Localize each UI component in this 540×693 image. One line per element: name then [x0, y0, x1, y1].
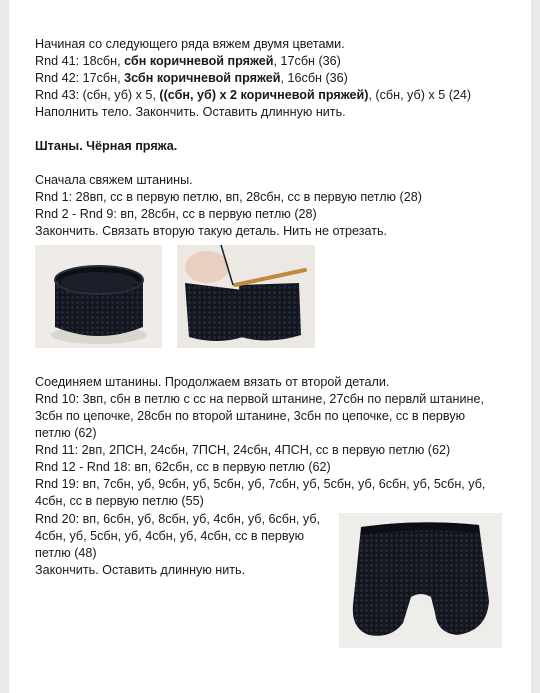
join-line: Rnd 20: вп, 6сбн, уб, 8сбн, уб, 4сбн, уб, 6сбн, уб, — [35, 512, 321, 526]
rnd-43-line: Rnd 43: (сбн, уб) х 5, ((сбн, уб) х 2 коричневой пряжей), (сбн, уб) х 5 (24) — [35, 88, 472, 102]
pants-line: Rnd 1: 28вп, сс в первую петлю, вп, 28сбн, сс в первую петлю (28) — [35, 190, 422, 204]
section-heading: Штаны. Чёрная пряжа. — [35, 139, 178, 153]
intro-line: Начиная со следующего ряда вяжем двумя цветами. — [35, 37, 345, 51]
join-line: Rnd 10: 3вп, сбн в петлю с сс на первой штанине, 27сбн по первлй штанине, — [35, 392, 484, 406]
join-line: 4сбн, сс в первую петлю (55) — [35, 494, 204, 508]
pants-line: Закончить. Связать вторую такую деталь. Нить не отрезать. — [35, 224, 388, 238]
document-page — [9, 0, 531, 693]
rnd-42-line: Rnd 42: 17сбн, 3сбн коричневой пряжей, 16сбн (36) — [35, 71, 348, 85]
join-line: Соединяем штанины. Продолжаем вязать от второй детали. — [35, 375, 390, 389]
join-line: петлю (48) — [35, 546, 97, 560]
join-line: 3сбн по цепочке, 28сбн по второй штанине, 3сбн по цепочке, сс в первую — [35, 409, 466, 423]
finished-pants-photo — [339, 513, 502, 648]
two-legs-with-hook-photo — [177, 245, 315, 348]
rnd-41-line: Rnd 41: 18сбн, сбн коричневой пряжей, 17сбн (36) — [35, 54, 341, 68]
pants-line: Rnd 2 - Rnd 9: вп, 28сбн, сс в первую петлю (28) — [35, 207, 317, 221]
join-line: Rnd 12 - Rnd 18: вп, 62сбн, сс в первую петлю (62) — [35, 460, 331, 474]
intro-finish-line: Наполнить тело. Закончить. Оставить длинную нить. — [35, 105, 346, 119]
crocheted-leg-tube-photo — [35, 245, 162, 348]
join-line: Закончить. Оставить длинную нить. — [35, 563, 246, 577]
join-line: Rnd 19: вп, 7сбн, уб, 9сбн, уб, 5сбн, уб, 7сбн, уб, 5сбн, уб, 6сбн, уб, 5сбн, уб, — [35, 477, 486, 491]
join-line: петлю (62) — [35, 426, 97, 440]
join-line: Rnd 11: 2вп, 2ПСН, 24сбн, 7ПСН, 24сбн, 4ПСН, сс в первую петлю (62) — [35, 443, 451, 457]
join-line: 4сбн, уб, 5сбн, уб, 4сбн, уб, 4сбн, сс в первую — [35, 529, 305, 543]
pants-line: Сначала свяжем штанины. — [35, 173, 193, 187]
